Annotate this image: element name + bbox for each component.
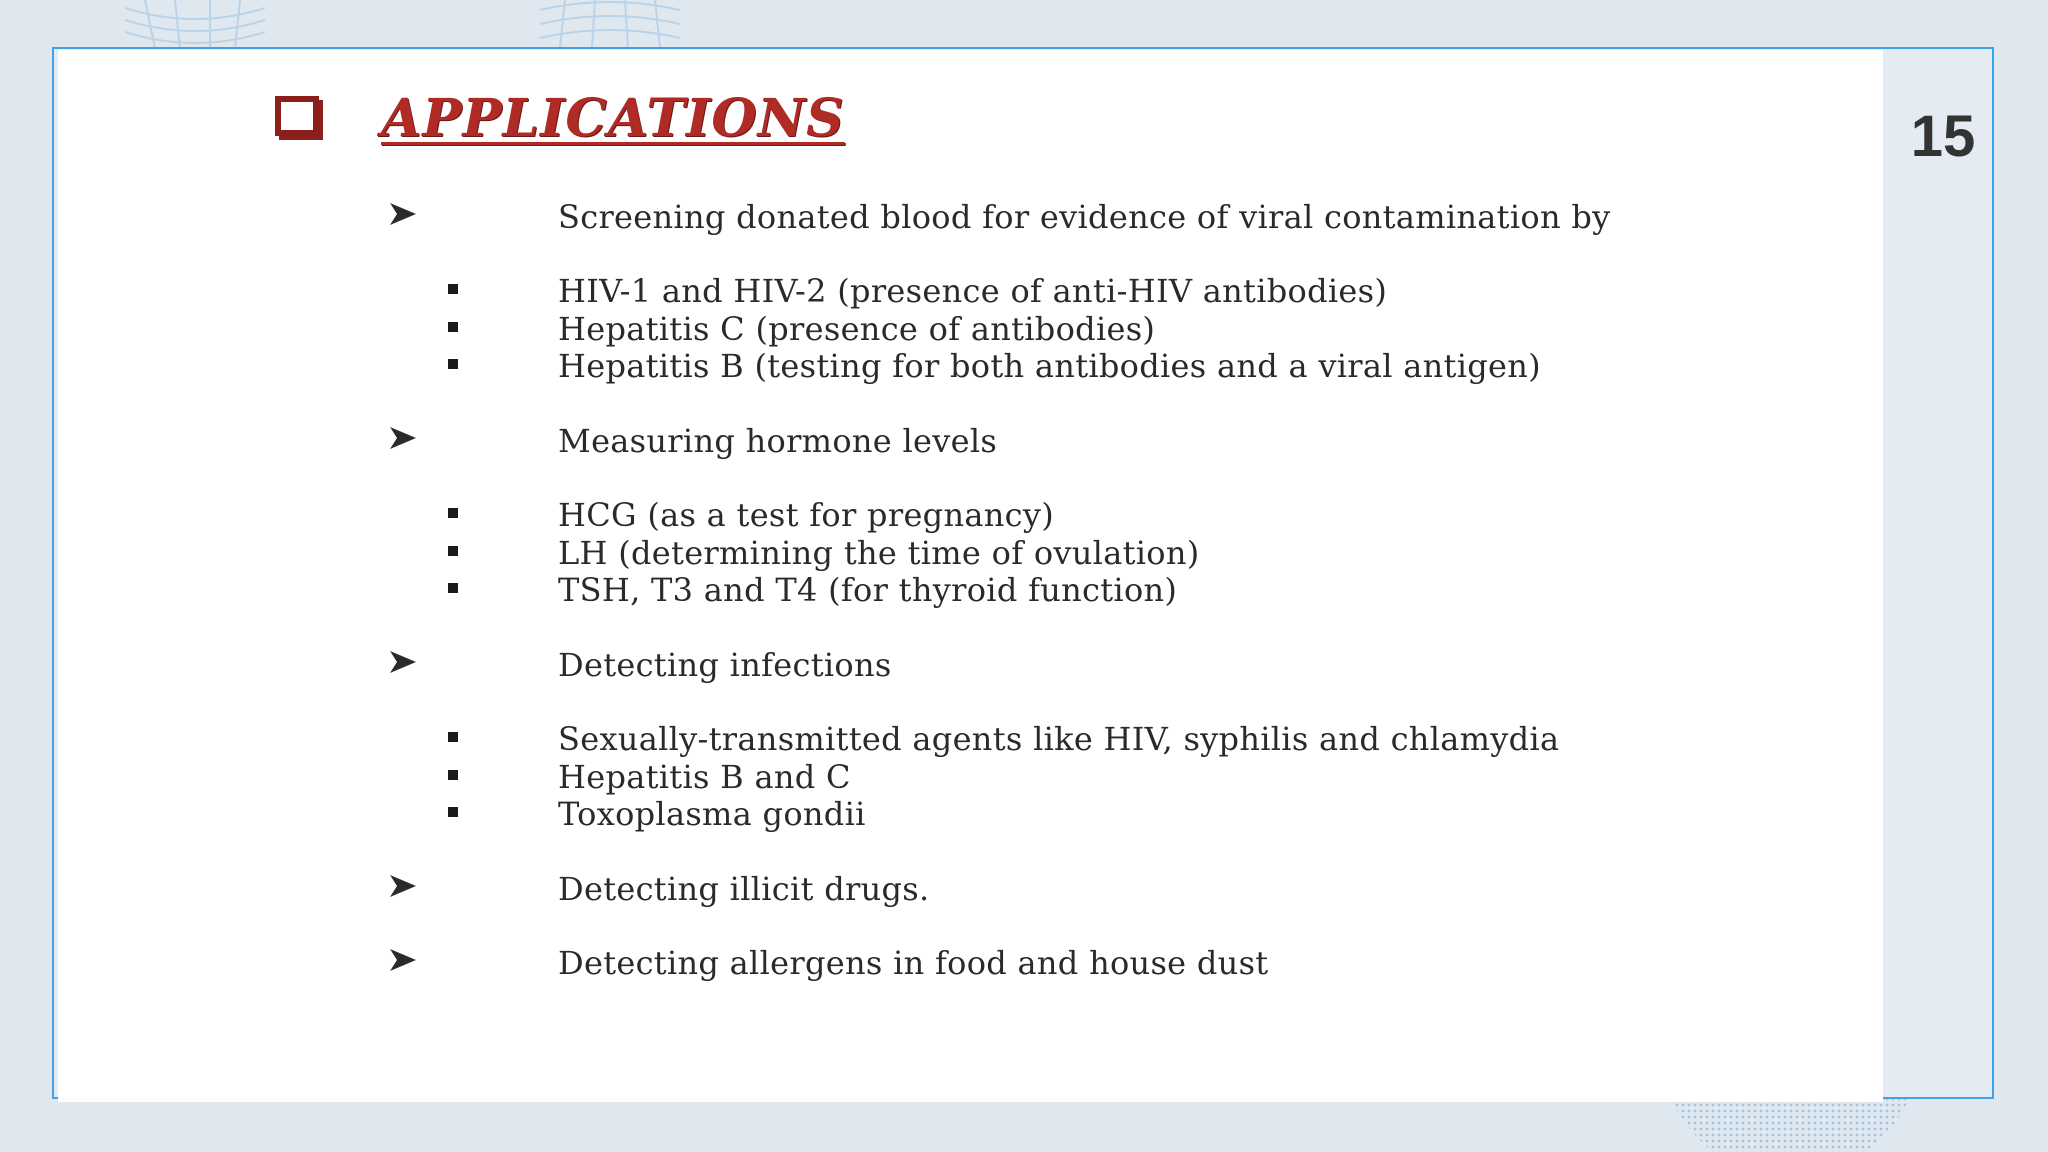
list-item-text: Detecting illicit drugs. [558,870,930,908]
list-item-text: Hepatitis B (testing for both antibodies and a viral antigen) [558,347,1541,385]
list-item-text: Hepatitis B and C [558,758,851,796]
square-bullet-icon [448,807,458,817]
square-bullet-icon [448,583,458,593]
list-item-text: LH (determining the time of ovulation) [558,534,1200,572]
list-item-text: Screening donated blood for evidence of viral contamination by [558,198,1611,236]
list-item-text: Toxoplasma gondii [558,795,866,833]
square-bullet-icon [448,284,458,294]
list-item-text: TSH, T3 and T4 (for thyroid function) [558,571,1178,609]
arrow-bullet-icon [388,424,418,452]
list-item-text: Detecting allergens in food and house dust [558,944,1269,982]
arrow-bullet-icon [388,200,418,228]
list-item-text: Hepatitis C (presence of antibodies) [558,310,1156,348]
list-item-text: HIV-1 and HIV-2 (presence of anti-HIV antibodies) [558,272,1388,310]
square-bullet-icon [448,359,458,369]
slide-title: APPLICATIONS [381,88,845,149]
decorative-pattern-top-left [125,0,265,48]
square-bullet-icon [448,322,458,332]
page-number: 15 [1910,104,1976,169]
arrow-bullet-icon [388,946,418,974]
square-bullet-icon [448,732,458,742]
arrow-bullet-icon [388,648,418,676]
checkbox-icon [275,96,319,136]
square-bullet-icon [448,546,458,556]
square-bullet-icon [448,508,458,518]
list-item-text: Detecting infections [558,646,892,684]
arrow-bullet-icon [388,872,418,900]
list-item-text: HCG (as a test for pregnancy) [558,496,1055,534]
decorative-pattern-top-center [540,0,680,48]
list-item-text: Measuring hormone levels [558,422,998,460]
square-bullet-icon [448,770,458,780]
list-item-text: Sexually-transmitted agents like HIV, syphilis and chlamydia [558,720,1560,758]
